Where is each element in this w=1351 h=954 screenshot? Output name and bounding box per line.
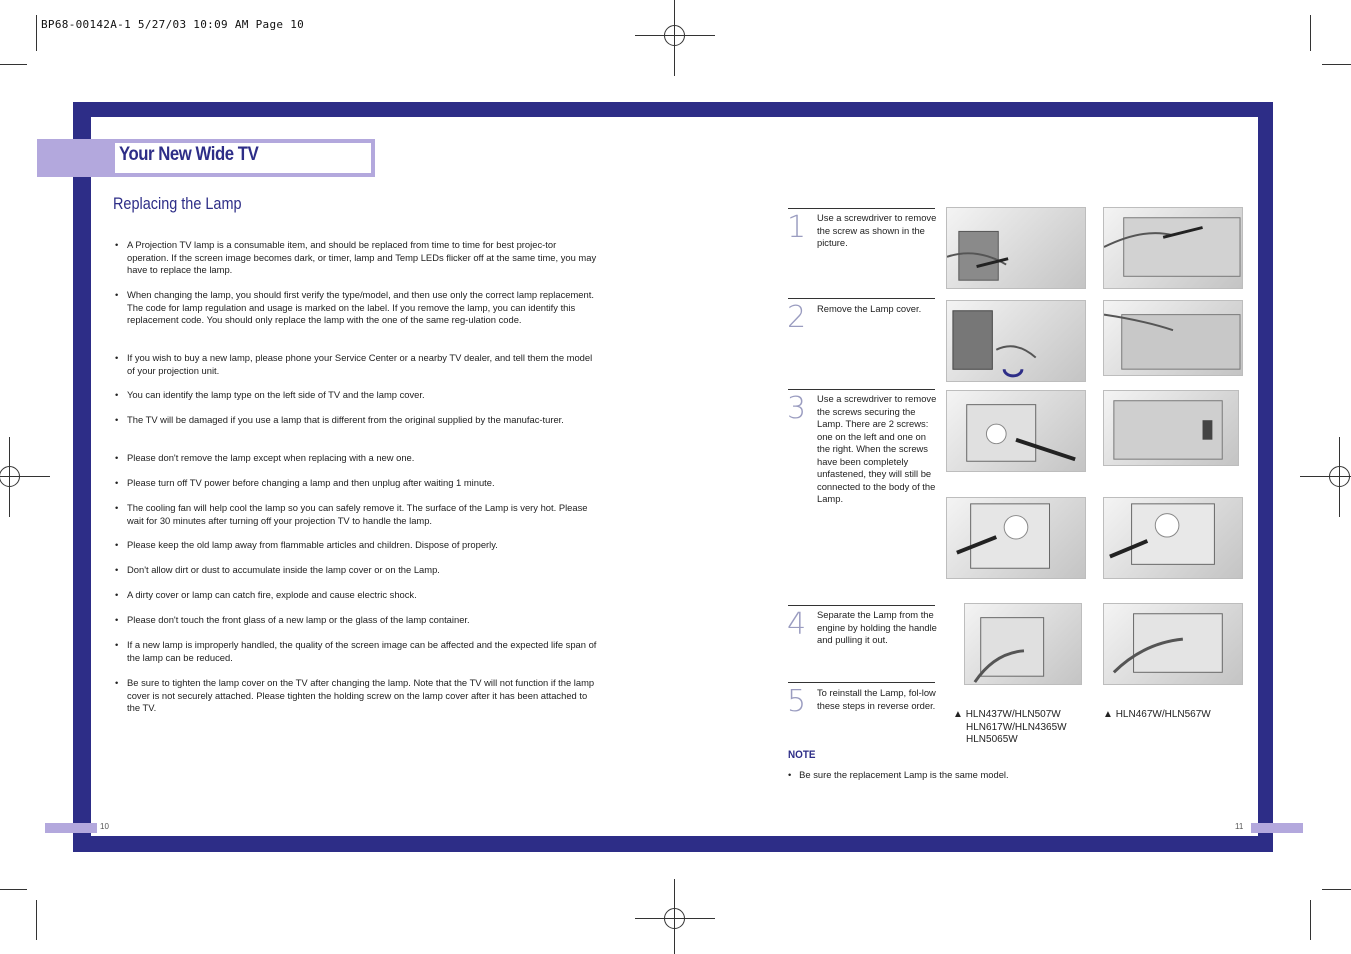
tv-front-screw-photo [1103, 207, 1243, 289]
crop-mark [1322, 889, 1351, 890]
registration-mark-bottom [635, 879, 715, 954]
triangle-marker-icon: ▲ [1103, 709, 1113, 720]
list-item: • Don't allow dirt or dust to accumulate inside the lamp cover or on the Lamp. [115, 564, 440, 575]
crop-mark [1310, 15, 1311, 51]
list-item: • If you wish to buy a new lamp, please phone your Service Center or a nearby TV dealer, and tell them the model of your projection unit. [115, 352, 593, 376]
page-number-left: 10 [100, 822, 109, 831]
step-text: To reinstall the Lamp, fol-low these steps in reverse order. [817, 687, 936, 711]
step-text: Separate the Lamp from the engine by holding the handle and pulling it out. [817, 609, 937, 645]
list-item: • Please turn off TV power before changing a lamp and then unplug after waiting 1 minute. [115, 477, 495, 488]
step-divider [788, 605, 935, 606]
model-caption-left: ▲ HLN437W/HLN507W HLN617W/HLN4365W HLN5065W [953, 709, 1067, 745]
list-item: • Please keep the old lamp away from flammable articles and children. Dispose of properly. [115, 539, 498, 550]
step-divider [788, 682, 935, 683]
list-item: • Be sure to tighten the lamp cover on the TV after changing the lamp. Note that the TV will not function if the lamp cover is not securely attached. Please tighten the holding screw on the lamp cover after it has been attached to the TV. [115, 677, 595, 713]
section-title: Replacing the Lamp [113, 194, 242, 213]
list-item: • The cooling fan will help cool the lamp so you can safely remove it. The surface of the Lamp is very hot. Please wait for 30 minutes after turning off your projection TV to handle the lamp. [115, 502, 588, 526]
print-slug: BP68-00142A-1 5/27/03 10:09 AM Page 10 [41, 18, 305, 31]
lamp-cover-front-photo [1103, 300, 1243, 376]
step-number: 5 [787, 684, 807, 719]
step-text: Use a screwdriver to remove the screw as shown in the picture. [817, 212, 937, 248]
page-title: Your New Wide TV [119, 144, 259, 165]
crop-mark [0, 889, 27, 890]
lamp-cover-side-photo [946, 300, 1086, 382]
lamp-screw-photo-1 [946, 390, 1086, 472]
footer-tab-right [1251, 823, 1303, 833]
lamp-screw-photo-2 [1103, 390, 1239, 466]
model-caption-right: ▲ HLN467W/HLN567W [1103, 709, 1211, 720]
registration-mark-top [635, 0, 715, 76]
crop-mark [1322, 64, 1351, 65]
step-number: 1 [787, 210, 807, 245]
step-text: Remove the Lamp cover. [817, 303, 922, 314]
step-number: 3 [787, 391, 807, 426]
triangle-marker-icon: ▲ [953, 709, 963, 720]
list-item: • Please don't remove the lamp except when replacing with a new one. [115, 452, 415, 463]
list-item: • The TV will be damaged if you use a lamp that is different from the original supplied by the manufac-turer. [115, 414, 564, 425]
lamp-pull-photo-2 [1103, 603, 1243, 685]
step-divider [788, 208, 935, 209]
lamp-screw-photo-4 [1103, 497, 1243, 579]
note-text: • Be sure the replacement Lamp is the same model. [788, 769, 1009, 780]
footer-tab-left [45, 823, 97, 833]
list-item: • A Projection TV lamp is a consumable item, and should be replaced from time to time for best projec-tor operation. If the screen image becomes dark, or timer, lamp and Temp LEDs flicker off at the same time, you may have to replace the lamp. [115, 239, 597, 275]
step-divider [788, 298, 935, 299]
page-number-right: 11 [1235, 822, 1244, 831]
list-item: • When changing the lamp, you should first verify the type/model, and then use only the correct lamp replacement. The code for lamp regulation and usage is marked on the label. If you remove the lamp, you can identify this replacement code. You should only replace the lamp with the one of the same reg-ulation code. [115, 289, 594, 325]
crop-mark [0, 64, 27, 65]
note-heading: NOTE [788, 749, 816, 761]
list-item: • A dirty cover or lamp can catch fire, explode and cause electric shock. [115, 589, 417, 600]
lamp-pull-photo-1 [964, 603, 1082, 685]
lamp-screw-photo-3 [946, 497, 1086, 579]
step-divider [788, 389, 935, 390]
list-item: • If a new lamp is improperly handled, the quality of the screen image can be affected and the expected life span of the lamp can be reduced. [115, 639, 597, 663]
registration-mark-left [0, 437, 50, 517]
step-number: 2 [787, 300, 807, 335]
tv-side-screw-photo [946, 207, 1086, 289]
registration-mark-right [1300, 437, 1351, 517]
crop-mark [36, 900, 37, 940]
list-item: • You can identify the lamp type on the left side of TV and the lamp cover. [115, 389, 425, 400]
crop-mark [36, 15, 37, 51]
step-number: 4 [787, 607, 807, 642]
crop-mark [1310, 900, 1311, 940]
list-item: • Please don't touch the front glass of a new lamp or the glass of the lamp container. [115, 614, 470, 625]
step-text: Use a screwdriver to remove the screws securing the Lamp. There are 2 screws: one on the left and one on the right. When the screws have been completely unfastened, they will still be connected to the body of the Lamp. [817, 393, 937, 504]
